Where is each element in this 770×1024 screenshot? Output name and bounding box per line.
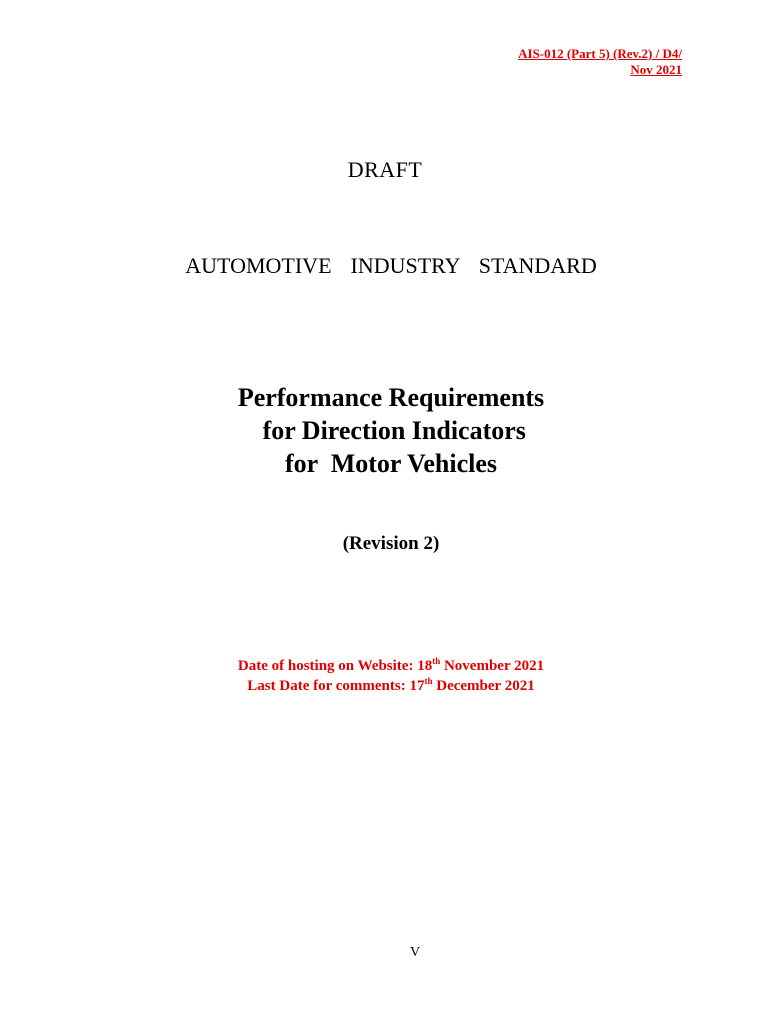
document-title-line-1: Performance Requirements: [237, 383, 545, 412]
document-reference-line-1: AIS-012 (Part 5) (Rev.2) / D4/: [518, 46, 682, 61]
draft-label: DRAFT: [347, 157, 423, 182]
document-reference: [518, 46, 682, 78]
comment-dates: [0, 656, 770, 696]
document-title: [0, 381, 770, 480]
comments-deadline-ordinal: th: [424, 676, 433, 686]
revision-label: (Revision 2): [342, 533, 440, 554]
standard-label: AUTOMOTIVE INDUSTRY STANDARD: [185, 253, 597, 278]
hosting-date-ordinal: th: [432, 656, 441, 666]
page-number: V: [409, 945, 421, 960]
document-reference-line-2: Nov 2021: [630, 62, 682, 77]
document-title-line-3: for Motor Vehicles: [284, 449, 498, 478]
hosting-date-prefix: Date of hosting on Website: 18: [237, 658, 433, 674]
hosting-date-suffix: November 2021: [440, 658, 545, 674]
comments-deadline-prefix: Last Date for comments: 17: [247, 678, 425, 694]
comments-deadline-suffix: December 2021: [432, 678, 535, 694]
comments-deadline: [0, 676, 770, 696]
hosting-date: [0, 656, 770, 676]
document-title-line-2: for Direction Indicators: [256, 416, 526, 445]
